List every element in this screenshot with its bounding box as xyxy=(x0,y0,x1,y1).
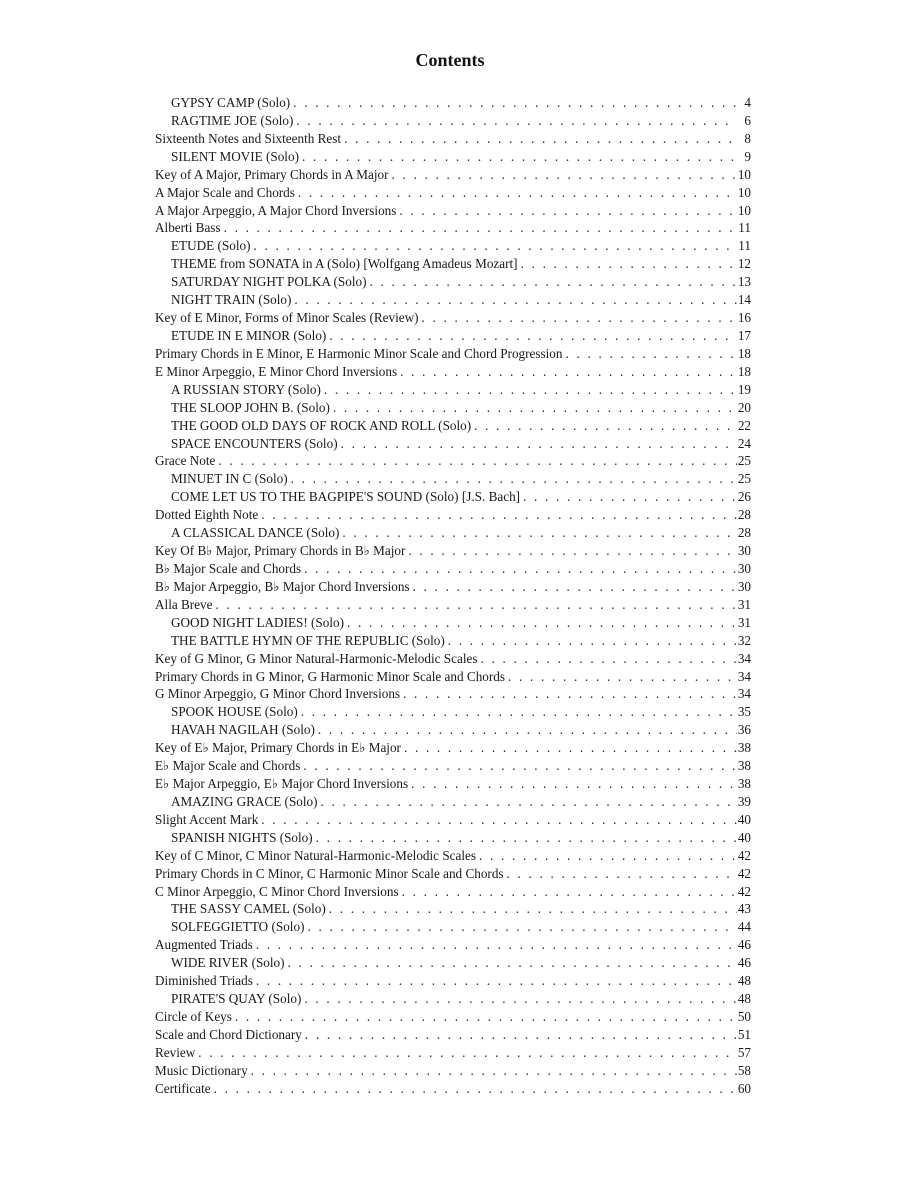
dot-leader xyxy=(253,936,737,954)
dot-leader xyxy=(301,990,737,1008)
dot-leader xyxy=(211,1080,737,1098)
dot-leader xyxy=(563,345,738,363)
toc-entry-label: Grace Note xyxy=(155,453,216,469)
toc-entry xyxy=(155,470,751,488)
toc-entry-page-number: 10 xyxy=(737,166,751,182)
toc-entry xyxy=(155,918,751,936)
toc-entry-label: ETUDE (Solo) xyxy=(171,238,251,254)
toc-entry-label: Alla Breve xyxy=(155,596,213,612)
dot-leader xyxy=(321,381,737,399)
toc-entry-page-number: 48 xyxy=(737,991,751,1007)
dot-leader xyxy=(301,560,737,578)
toc-entry xyxy=(155,847,751,865)
toc-entry-page-number: 13 xyxy=(737,274,751,290)
dot-leader xyxy=(344,614,737,632)
toc-entry xyxy=(155,506,751,524)
dot-leader xyxy=(419,309,737,327)
toc-entry xyxy=(155,94,751,112)
toc-entry-page-number: 24 xyxy=(737,435,751,451)
toc-entry-page-number: 11 xyxy=(738,220,751,236)
dot-leader xyxy=(258,811,737,829)
toc-entry-page-number: 34 xyxy=(737,686,751,702)
toc-entry xyxy=(155,703,751,721)
toc-entry-page-number: 19 xyxy=(737,381,751,397)
toc-entry-label: SILENT MOVIE (Solo) xyxy=(171,148,299,164)
toc-entry xyxy=(155,668,751,686)
dot-leader xyxy=(300,757,737,775)
toc-entry-label: E Minor Arpeggio, E Minor Chord Inversions xyxy=(155,363,398,379)
toc-entry-label: A RUSSIAN STORY (Solo) xyxy=(171,381,321,397)
dot-leader xyxy=(253,972,737,990)
toc-entry xyxy=(155,452,751,470)
toc-entry-page-number: 14 xyxy=(737,292,751,308)
dot-leader xyxy=(401,739,737,757)
toc-entry-label: Key of E♭ Major, Primary Chords in E♭ Major xyxy=(155,740,401,756)
toc-entry-label: RAGTIME JOE (Solo) xyxy=(171,112,294,128)
toc-entry-label: Primary Chords in E Minor, E Harmonic Minor Scale and Chord Progression xyxy=(155,345,563,361)
toc-entry xyxy=(155,990,751,1008)
toc-entry xyxy=(155,954,751,972)
table-of-contents xyxy=(155,94,751,1098)
toc-entry xyxy=(155,309,751,327)
toc-entry xyxy=(155,1026,751,1044)
toc-entry xyxy=(155,614,751,632)
toc-entry-page-number: 30 xyxy=(737,543,751,559)
toc-entry-page-number: 20 xyxy=(737,399,751,415)
dot-leader xyxy=(389,166,737,184)
toc-entry-label: Key of C Minor, C Minor Natural-Harmonic-Melodic Scales xyxy=(155,847,477,863)
toc-entry-label: E♭ Major Arpeggio, E♭ Major Chord Inversions xyxy=(155,776,409,792)
toc-entry-page-number: 12 xyxy=(737,256,751,272)
toc-entry xyxy=(155,112,751,130)
toc-entry-label: Augmented Triads xyxy=(155,937,253,953)
toc-entry-page-number: 16 xyxy=(737,310,751,326)
toc-entry-label: NIGHT TRAIN (Solo) xyxy=(171,292,292,308)
toc-entry-label: G Minor Arpeggio, G Minor Chord Inversions xyxy=(155,686,401,702)
dot-leader xyxy=(339,524,737,542)
toc-entry-page-number: 9 xyxy=(744,148,751,164)
toc-entry xyxy=(155,883,751,901)
toc-entry xyxy=(155,811,751,829)
dot-leader xyxy=(288,470,737,488)
dot-leader xyxy=(338,435,737,453)
toc-entry xyxy=(155,435,751,453)
dot-leader xyxy=(504,865,737,883)
toc-entry-label: THEME from SONATA in A (Solo) [Wolfgang Amadeus Mozart] xyxy=(171,256,518,272)
toc-entry-page-number: 22 xyxy=(737,417,751,433)
dot-leader xyxy=(315,721,737,739)
toc-entry-label: MINUET IN C (Solo) xyxy=(171,471,288,487)
dot-leader xyxy=(396,202,737,220)
toc-entry-page-number: 46 xyxy=(737,937,751,953)
toc-entry-page-number: 10 xyxy=(737,184,751,200)
toc-entry-label: Sixteenth Notes and Sixteenth Rest xyxy=(155,130,342,146)
dot-leader xyxy=(399,883,737,901)
dot-leader xyxy=(295,184,737,202)
toc-entry-label: GOOD NIGHT LADIES! (Solo) xyxy=(171,614,345,630)
toc-entry-page-number: 34 xyxy=(737,668,751,684)
toc-entry-label: Dotted Eighth Note xyxy=(155,507,259,523)
toc-entry-page-number: 36 xyxy=(737,722,751,738)
dot-leader xyxy=(250,237,737,255)
toc-entry-page-number: 28 xyxy=(737,525,751,541)
toc-entry-label: Key of E Minor, Forms of Minor Scales (Review) xyxy=(155,310,419,326)
dot-leader xyxy=(285,954,737,972)
toc-entry xyxy=(155,255,751,273)
toc-entry-page-number: 40 xyxy=(737,829,751,845)
dot-leader xyxy=(326,327,737,345)
toc-entry-label: HAVAH NAGILAH (Solo) xyxy=(171,722,315,738)
dot-leader xyxy=(341,130,737,148)
toc-entry-page-number: 18 xyxy=(737,345,751,361)
dot-leader xyxy=(518,255,737,273)
dot-leader xyxy=(291,291,737,309)
toc-entry xyxy=(155,202,751,220)
dot-leader xyxy=(232,1008,737,1026)
toc-entry-page-number: 4 xyxy=(744,95,751,110)
toc-entry-page-number: 26 xyxy=(737,489,751,505)
toc-entry xyxy=(155,829,751,847)
toc-entry-page-number: 31 xyxy=(737,596,751,612)
toc-entry-label: E♭ Major Scale and Chords xyxy=(155,758,301,774)
toc-entry xyxy=(155,327,751,345)
dot-leader xyxy=(299,148,737,166)
dot-leader xyxy=(330,399,737,417)
dot-leader xyxy=(505,668,737,686)
toc-entry-label: Scale and Chord Dictionary xyxy=(155,1026,302,1042)
toc-entry xyxy=(155,237,751,255)
toc-entry xyxy=(155,900,751,918)
dot-leader xyxy=(318,793,737,811)
dot-leader xyxy=(221,219,737,237)
toc-entry xyxy=(155,1080,751,1098)
toc-entry-label: SATURDAY NIGHT POLKA (Solo) xyxy=(171,274,367,290)
toc-entry xyxy=(155,596,751,614)
toc-entry-label: Key Of B♭ Major, Primary Chords in B♭ Major xyxy=(155,543,406,559)
toc-entry-label: A CLASSICAL DANCE (Solo) xyxy=(171,525,340,541)
toc-entry-label: THE SASSY CAMEL (Solo) xyxy=(171,901,326,917)
dot-leader xyxy=(367,273,737,291)
toc-entry xyxy=(155,685,751,703)
toc-entry-page-number: 25 xyxy=(737,453,751,469)
dot-leader xyxy=(471,417,737,435)
toc-entry xyxy=(155,1062,751,1080)
toc-entry-label: Diminished Triads xyxy=(155,973,253,989)
toc-entry-page-number: 11 xyxy=(738,238,751,254)
dot-leader xyxy=(477,650,737,668)
page-title: Contents xyxy=(415,50,485,70)
toc-entry xyxy=(155,632,751,650)
toc-entry-label: Slight Accent Mark xyxy=(155,811,259,827)
toc-entry xyxy=(155,345,751,363)
toc-entry-label: SOLFEGGIETTO (Solo) xyxy=(171,919,305,935)
toc-entry-page-number: 31 xyxy=(737,614,751,630)
toc-entry xyxy=(155,381,751,399)
dot-leader xyxy=(476,847,737,865)
toc-entry-label: A Major Arpeggio, A Major Chord Inversions xyxy=(155,202,397,218)
dot-leader xyxy=(298,703,737,721)
toc-entry-label: THE BATTLE HYMN OF THE REPUBLIC (Solo) xyxy=(171,632,445,648)
toc-entry-page-number: 8 xyxy=(744,130,751,146)
toc-entry-page-number: 46 xyxy=(737,955,751,971)
toc-entry xyxy=(155,775,751,793)
toc-entry xyxy=(155,273,751,291)
toc-entry xyxy=(155,524,751,542)
toc-entry-page-number: 25 xyxy=(737,471,751,487)
toc-entry-page-number: 48 xyxy=(737,973,751,989)
toc-entry-page-number: 38 xyxy=(737,740,751,756)
dot-leader xyxy=(302,1026,737,1044)
toc-entry-label: Music Dictionary xyxy=(155,1062,248,1078)
toc-entry-page-number: 10 xyxy=(737,202,751,218)
toc-entry-label: PIRATE'S QUAY (Solo) xyxy=(171,991,302,1007)
toc-entry xyxy=(155,291,751,309)
dot-leader xyxy=(215,452,737,470)
toc-entry-label: Certificate xyxy=(155,1080,211,1096)
dot-leader xyxy=(290,94,737,112)
dot-leader xyxy=(195,1044,737,1062)
toc-entry xyxy=(155,184,751,202)
toc-entry xyxy=(155,757,751,775)
toc-entry-label: Primary Chords in G Minor, G Harmonic Minor Scale and Chords xyxy=(155,668,505,684)
toc-entry-label: B♭ Major Scale and Chords xyxy=(155,560,302,576)
toc-entry-page-number: 35 xyxy=(737,704,751,720)
toc-entry-page-number: 28 xyxy=(737,507,751,523)
toc-entry xyxy=(155,560,751,578)
toc-entry-page-number: 38 xyxy=(737,776,751,792)
dot-leader xyxy=(304,918,737,936)
dot-leader xyxy=(258,506,737,524)
toc-entry-page-number: 30 xyxy=(737,560,751,576)
toc-entry xyxy=(155,578,751,596)
toc-entry-label: Key of G Minor, G Minor Natural-Harmonic-Melodic Scales xyxy=(155,650,478,666)
toc-entry xyxy=(155,148,751,166)
toc-entry xyxy=(155,399,751,417)
toc-entry xyxy=(155,972,751,990)
toc-entry-page-number: 17 xyxy=(737,327,751,343)
dot-leader xyxy=(400,685,737,703)
toc-entry xyxy=(155,130,751,148)
toc-entry xyxy=(155,650,751,668)
toc-entry-label: Alberti Bass xyxy=(155,220,221,236)
toc-entry-page-number: 30 xyxy=(737,578,751,594)
toc-entry-label: AMAZING GRACE (Solo) xyxy=(171,793,318,809)
toc-entry-label: Circle of Keys xyxy=(155,1009,232,1025)
toc-entry-label: THE SLOOP JOHN B. (Solo) xyxy=(171,399,330,415)
toc-entry xyxy=(155,219,751,237)
toc-entry xyxy=(155,542,751,560)
toc-entry-label: GYPSY CAMP (Solo) xyxy=(171,95,291,110)
toc-entry-label: SPANISH NIGHTS (Solo) xyxy=(171,829,313,845)
toc-entry-page-number: 50 xyxy=(737,1009,751,1025)
toc-entry xyxy=(155,793,751,811)
toc-entry-page-number: 38 xyxy=(737,758,751,774)
toc-entry-page-number: 42 xyxy=(737,865,751,881)
toc-entry xyxy=(155,417,751,435)
dot-leader xyxy=(248,1062,737,1080)
toc-entry-page-number: 34 xyxy=(737,650,751,666)
toc-entry-page-number: 60 xyxy=(737,1080,751,1096)
dot-leader xyxy=(410,578,737,596)
dot-leader xyxy=(313,829,737,847)
toc-entry-label: SPACE ENCOUNTERS (Solo) xyxy=(171,435,338,451)
dot-leader xyxy=(293,112,737,130)
toc-entry xyxy=(155,166,751,184)
toc-entry xyxy=(155,488,751,506)
dot-leader xyxy=(405,542,737,560)
toc-entry-label: A Major Scale and Chords xyxy=(155,184,295,200)
toc-entry-label: SPOOK HOUSE (Solo) xyxy=(171,704,298,720)
toc-entry-page-number: 51 xyxy=(737,1026,751,1042)
toc-entry-page-number: 32 xyxy=(737,632,751,648)
dot-leader xyxy=(445,632,737,650)
toc-entry-page-number: 43 xyxy=(737,901,751,917)
toc-entry-page-number: 58 xyxy=(737,1062,751,1078)
toc-entry-label: COME LET US TO THE BAGPIPE'S SOUND (Solo) [J.S. Bach] xyxy=(171,489,521,505)
toc-entry xyxy=(155,1044,751,1062)
toc-entry-label: Key of A Major, Primary Chords in A Major xyxy=(155,166,389,182)
toc-entry-label: B♭ Major Arpeggio, B♭ Major Chord Inversions xyxy=(155,578,410,594)
toc-entry-page-number: 57 xyxy=(737,1044,751,1060)
toc-entry-page-number: 6 xyxy=(744,112,751,128)
dot-leader xyxy=(213,596,738,614)
toc-entry-page-number: 18 xyxy=(737,363,751,379)
toc-entry xyxy=(155,936,751,954)
toc-entry-page-number: 42 xyxy=(737,847,751,863)
toc-entry-label: Primary Chords in C Minor, C Harmonic Minor Scale and Chords xyxy=(155,865,504,881)
dot-leader xyxy=(397,363,737,381)
dot-leader xyxy=(326,900,737,918)
dot-leader xyxy=(520,488,737,506)
toc-entry-page-number: 42 xyxy=(737,883,751,899)
toc-entry xyxy=(155,363,751,381)
toc-entry xyxy=(155,1008,751,1026)
toc-entry-page-number: 40 xyxy=(737,811,751,827)
toc-entry-label: C Minor Arpeggio, C Minor Chord Inversions xyxy=(155,883,399,899)
toc-entry-label: ETUDE IN E MINOR (Solo) xyxy=(171,327,327,343)
toc-entry-label: WIDE RIVER (Solo) xyxy=(171,955,285,971)
toc-entry-label: Review xyxy=(155,1044,196,1060)
dot-leader xyxy=(408,775,737,793)
toc-entry-page-number: 39 xyxy=(737,793,751,809)
toc-entry-label: THE GOOD OLD DAYS OF ROCK AND ROLL (Solo) xyxy=(171,417,472,433)
toc-entry xyxy=(155,865,751,883)
toc-entry xyxy=(155,739,751,757)
toc-entry xyxy=(155,721,751,739)
toc-entry-page-number: 44 xyxy=(737,919,751,935)
